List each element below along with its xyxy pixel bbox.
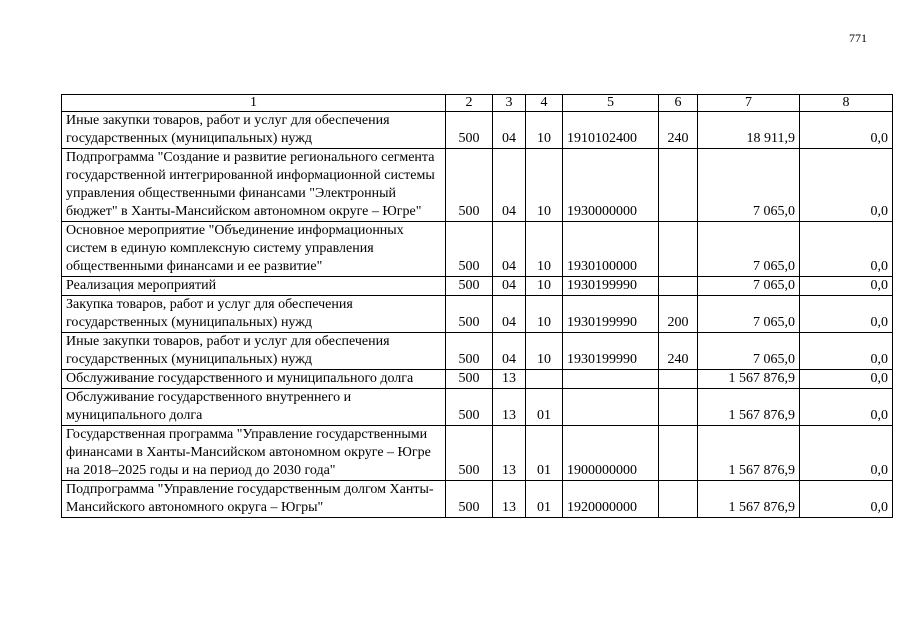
expense-type-cell bbox=[659, 149, 698, 222]
subsection-cell: 10 bbox=[526, 333, 563, 370]
header-cell: 5 bbox=[563, 95, 659, 112]
admin-code-cell: 500 bbox=[446, 149, 493, 222]
target-article-cell: 1930199990 bbox=[563, 277, 659, 296]
subsection-cell: 10 bbox=[526, 296, 563, 333]
amount-cell-2: 0,0 bbox=[800, 277, 893, 296]
row-name-cell: Иные закупки товаров, работ и услуг для обеспечения государственных (муниципальных) нужд bbox=[62, 333, 446, 370]
target-article-cell bbox=[563, 370, 659, 389]
amount-cell-2: 0,0 bbox=[800, 149, 893, 222]
row-name-cell: Обслуживание государственного внутреннего и муниципального долга bbox=[62, 389, 446, 426]
row-name-cell: Основное мероприятие "Объединение информационных систем в единую комплексную систему управления общественными финансами и ее развитие" bbox=[62, 222, 446, 277]
amount-cell: 1 567 876,9 bbox=[698, 389, 800, 426]
subsection-cell: 10 bbox=[526, 112, 563, 149]
row-name-cell: Закупка товаров, работ и услуг для обеспечения государственных (муниципальных) нужд bbox=[62, 296, 446, 333]
section-cell: 04 bbox=[493, 296, 526, 333]
amount-cell-2: 0,0 bbox=[800, 296, 893, 333]
section-cell: 13 bbox=[493, 481, 526, 518]
row-name-cell: Иные закупки товаров, работ и услуг для обеспечения государственных (муниципальных) нужд bbox=[62, 112, 446, 149]
section-cell: 13 bbox=[493, 426, 526, 481]
section-cell: 04 bbox=[493, 112, 526, 149]
row-name-cell: Обслуживание государственного и муниципального долга bbox=[62, 370, 446, 389]
row-name-cell: Подпрограмма "Управление государственным долгом Ханты-Мансийского автономного округа – Югры" bbox=[62, 481, 446, 518]
amount-cell-2: 0,0 bbox=[800, 389, 893, 426]
admin-code-cell: 500 bbox=[446, 389, 493, 426]
table-row bbox=[62, 296, 893, 333]
header-cell: 4 bbox=[526, 95, 563, 112]
amount-cell: 7 065,0 bbox=[698, 296, 800, 333]
header-cell: 1 bbox=[62, 95, 446, 112]
admin-code-cell: 500 bbox=[446, 333, 493, 370]
target-article-cell: 1930100000 bbox=[563, 222, 659, 277]
section-cell: 13 bbox=[493, 389, 526, 426]
budget-table bbox=[61, 94, 893, 518]
expense-type-cell bbox=[659, 481, 698, 518]
target-article-cell: 1920000000 bbox=[563, 481, 659, 518]
row-name-cell: Реализация мероприятий bbox=[62, 277, 446, 296]
row-name-cell: Государственная программа "Управление государственными финансами в Ханты-Мансийском автономном округе – Югре на 2018–2025 годы и на период до 2030 года" bbox=[62, 426, 446, 481]
expense-type-cell bbox=[659, 426, 698, 481]
admin-code-cell: 500 bbox=[446, 222, 493, 277]
amount-cell: 7 065,0 bbox=[698, 277, 800, 296]
amount-cell-2: 0,0 bbox=[800, 426, 893, 481]
subsection-cell bbox=[526, 370, 563, 389]
table-row bbox=[62, 112, 893, 149]
subsection-cell: 10 bbox=[526, 222, 563, 277]
row-name-cell: Подпрограмма "Создание и развитие регионального сегмента государственной интегрированной информационной системы управления общественными финансами "Электронный бюджет" в Ханты-Мансийском автономном округе – Югре" bbox=[62, 149, 446, 222]
page-number: 771 bbox=[849, 31, 867, 45]
subsection-cell: 01 bbox=[526, 426, 563, 481]
amount-cell-2: 0,0 bbox=[800, 333, 893, 370]
table-row bbox=[62, 481, 893, 518]
section-cell: 13 bbox=[493, 370, 526, 389]
header-cell: 8 bbox=[800, 95, 893, 112]
target-article-cell: 1900000000 bbox=[563, 426, 659, 481]
section-cell: 04 bbox=[493, 149, 526, 222]
header-cell: 2 bbox=[446, 95, 493, 112]
amount-cell: 18 911,9 bbox=[698, 112, 800, 149]
target-article-cell: 1930000000 bbox=[563, 149, 659, 222]
admin-code-cell: 500 bbox=[446, 481, 493, 518]
subsection-cell: 10 bbox=[526, 277, 563, 296]
table-row bbox=[62, 149, 893, 222]
amount-cell: 1 567 876,9 bbox=[698, 426, 800, 481]
header-row bbox=[62, 95, 893, 112]
amount-cell: 7 065,0 bbox=[698, 333, 800, 370]
admin-code-cell: 500 bbox=[446, 296, 493, 333]
expense-type-cell bbox=[659, 222, 698, 277]
admin-code-cell: 500 bbox=[446, 370, 493, 389]
expense-type-cell: 200 bbox=[659, 296, 698, 333]
amount-cell: 7 065,0 bbox=[698, 222, 800, 277]
target-article-cell: 1930199990 bbox=[563, 296, 659, 333]
amount-cell-2: 0,0 bbox=[800, 370, 893, 389]
target-article-cell: 1910102400 bbox=[563, 112, 659, 149]
subsection-cell: 10 bbox=[526, 149, 563, 222]
expense-type-cell: 240 bbox=[659, 333, 698, 370]
table-row bbox=[62, 333, 893, 370]
header-cell: 3 bbox=[493, 95, 526, 112]
amount-cell: 1 567 876,9 bbox=[698, 370, 800, 389]
target-article-cell: 1930199990 bbox=[563, 333, 659, 370]
table-body bbox=[62, 112, 893, 518]
subsection-cell: 01 bbox=[526, 389, 563, 426]
expense-type-cell: 240 bbox=[659, 112, 698, 149]
expense-type-cell bbox=[659, 370, 698, 389]
amount-cell-2: 0,0 bbox=[800, 222, 893, 277]
admin-code-cell: 500 bbox=[446, 277, 493, 296]
amount-cell-2: 0,0 bbox=[800, 481, 893, 518]
table-row bbox=[62, 277, 893, 296]
table-row bbox=[62, 389, 893, 426]
section-cell: 04 bbox=[493, 277, 526, 296]
table-row bbox=[62, 222, 893, 277]
admin-code-cell: 500 bbox=[446, 112, 493, 149]
header-cell: 6 bbox=[659, 95, 698, 112]
amount-cell-2: 0,0 bbox=[800, 112, 893, 149]
table-row bbox=[62, 370, 893, 389]
header-cell: 7 bbox=[698, 95, 800, 112]
expense-type-cell bbox=[659, 277, 698, 296]
subsection-cell: 01 bbox=[526, 481, 563, 518]
admin-code-cell: 500 bbox=[446, 426, 493, 481]
section-cell: 04 bbox=[493, 222, 526, 277]
section-cell: 04 bbox=[493, 333, 526, 370]
expense-type-cell bbox=[659, 389, 698, 426]
amount-cell: 1 567 876,9 bbox=[698, 481, 800, 518]
target-article-cell bbox=[563, 389, 659, 426]
amount-cell: 7 065,0 bbox=[698, 149, 800, 222]
table-row bbox=[62, 426, 893, 481]
